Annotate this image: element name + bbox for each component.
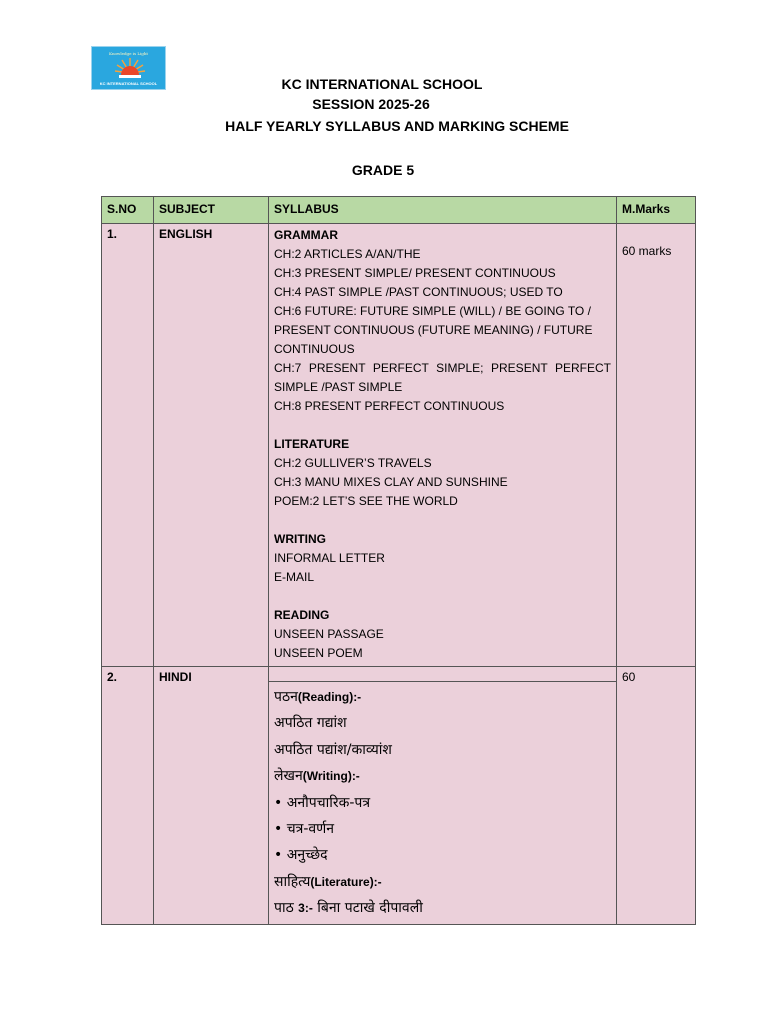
writing-item: E-MAIL — [274, 570, 315, 584]
hindi-literature-label: साहित्य(Literature):- — [274, 873, 382, 890]
english-sno: 1. — [102, 224, 154, 667]
literature-title: LITERATURE — [274, 437, 350, 451]
hindi-writing-item: • चत्र-वर्णन — [274, 821, 335, 838]
logo-motto: Knowledge is Light — [108, 51, 149, 56]
hindi-syllabus — [269, 667, 617, 925]
english-syllabus — [269, 224, 617, 667]
header-sno: S.NO — [102, 197, 154, 224]
grammar-item: CH:7 PRESENT PERFECT SIMPLE; PRESENT PERFECT SIMPLE /PAST SIMPLE — [274, 361, 611, 394]
reading-item: UNSEEN PASSAGE — [274, 627, 384, 641]
english-subject: ENGLISH — [154, 224, 269, 667]
grammar-item: CH:6 FUTURE: FUTURE SIMPLE (WILL) / BE GOING TO / PRESENT CONTINUOUS (FUTURE MEANING) / FUTURE CONTINUOUS — [274, 304, 593, 356]
hindi-writing-item: • अनुच्छेद — [274, 847, 328, 864]
grammar-item: CH:3 PRESENT SIMPLE/ PRESENT CONTINUOUS — [274, 266, 556, 280]
table-header-row — [102, 197, 696, 224]
grammar-item: CH:4 PAST SIMPLE /PAST CONTINUOUS; USED TO — [274, 285, 563, 299]
writing-title: WRITING — [274, 532, 326, 546]
session: SESSION 2025-26 — [312, 96, 430, 112]
hindi-lesson: पाठ 3:- बिना पटाखे दीपावली — [274, 900, 423, 917]
hindi-reading-item: अपठित पद्यांश/काव्यांश — [274, 741, 392, 758]
hindi-writing-item: • अनौपचारिक-पत्र — [274, 794, 371, 811]
header-marks: M.Marks — [617, 197, 696, 224]
header-syllabus: SYLLABUS — [269, 197, 617, 224]
grammar-title: GRAMMAR — [274, 228, 338, 242]
header-subject: SUBJECT — [154, 197, 269, 224]
grammar-item: CH:8 PRESENT PERFECT CONTINUOUS — [274, 399, 505, 413]
reading-title: READING — [274, 608, 330, 622]
hindi-reading-label: पठन(Reading):- — [274, 689, 362, 705]
hindi-writing-label: लेखन(Writing):- — [274, 768, 360, 785]
grammar-item: CH:2 ARTICLES A/AN/THE — [274, 247, 421, 261]
hindi-sno: 2. — [102, 667, 154, 925]
school-name: KC INTERNATIONAL SCHOOL — [281, 76, 483, 92]
logo-school-name: KC INTERNATIONAL SCHOOL — [99, 81, 158, 86]
hindi-subject: HINDI — [154, 667, 269, 925]
literature-item: POEM:2 LET’S SEE THE WORLD — [274, 494, 458, 508]
table-row-english — [102, 224, 696, 667]
literature-item: CH:2 GULLIVER’S TRAVELS — [274, 456, 432, 470]
grade-title: GRADE 5 — [351, 162, 415, 178]
document-title: HALF YEARLY SYLLABUS AND MARKING SCHEME — [225, 118, 569, 134]
reading-item: UNSEEN POEM — [274, 646, 363, 660]
hindi-marks: 60 — [617, 667, 696, 925]
writing-item: INFORMAL LETTER — [274, 551, 385, 565]
english-marks: 60 marks — [617, 224, 696, 667]
syllabus-table — [101, 196, 696, 925]
hindi-reading-item: अपठित गद्यांश — [274, 715, 347, 732]
table-row-hindi — [102, 667, 696, 925]
literature-item: CH:3 MANU MIXES CLAY AND SUNSHINE — [274, 475, 508, 489]
